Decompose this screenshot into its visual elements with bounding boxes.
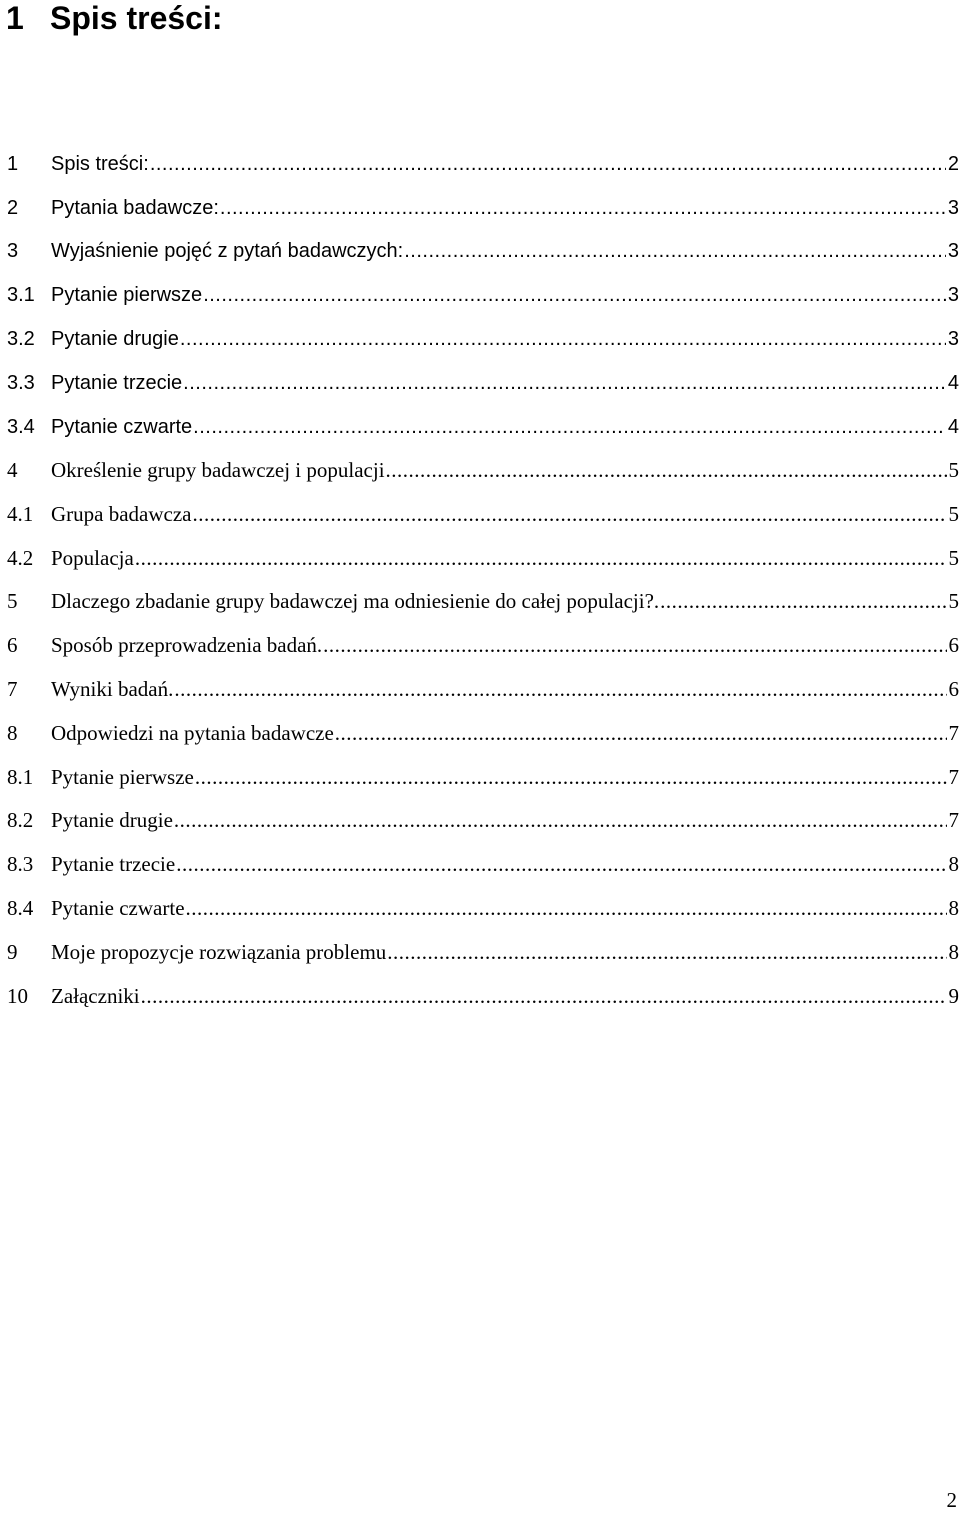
toc-entry-title[interactable]: Pytanie drugie — [51, 808, 173, 833]
toc-entry-number: 9 — [7, 939, 18, 964]
toc-entry[interactable] — [7, 449, 960, 493]
toc-entry-number: 3.1 — [7, 284, 35, 307]
toc-entry[interactable] — [7, 317, 960, 361]
toc-entry-number: 4 — [7, 457, 18, 482]
heading-title: Spis treści: — [50, 0, 223, 36]
toc-entry-number: 4.1 — [7, 501, 34, 526]
toc-entry[interactable] — [7, 361, 960, 405]
toc-entry-number: 6 — [7, 633, 18, 658]
toc-entry-page: 5 — [948, 589, 959, 614]
toc-entry-number: 2 — [7, 196, 19, 219]
toc-entry-title[interactable]: Grupa badawcza — [51, 501, 192, 526]
toc-dot-leader — [660, 591, 946, 612]
toc-entry-page: 4 — [947, 415, 959, 438]
toc-entry-title[interactable]: Pytanie trzecie — [51, 852, 176, 877]
toc-entry-page: 6 — [948, 633, 959, 658]
toc-entry-title[interactable]: Odpowiedzi na pytania badawcze — [51, 720, 334, 745]
toc-entry-page: 7 — [948, 808, 959, 833]
toc-dot-leader — [180, 329, 946, 349]
toc-dot-leader — [404, 241, 946, 261]
toc-entry-title[interactable]: Pytanie czwarte — [51, 415, 193, 438]
toc-entry-page: 7 — [948, 764, 959, 789]
toc-entry-title[interactable]: Pytanie czwarte — [51, 895, 185, 920]
toc-entry-number: 8.2 — [7, 808, 34, 833]
toc-dot-leader — [323, 635, 946, 656]
toc-entry-title[interactable]: Pytanie drugie — [51, 328, 179, 351]
toc-dot-leader — [141, 986, 947, 1007]
toc-dot-leader — [220, 198, 946, 218]
toc-entry[interactable] — [7, 668, 960, 712]
toc-entry-page: 8 — [948, 895, 959, 920]
toc-entry[interactable] — [7, 974, 960, 1018]
heading-number: 1 — [6, 0, 24, 36]
toc-entry-page: 7 — [948, 720, 959, 745]
toc-entry[interactable] — [7, 142, 960, 186]
toc-entry-number: 3.2 — [7, 328, 35, 351]
toc-entry-number: 3.4 — [7, 415, 35, 438]
toc-entry-number: 10 — [7, 983, 28, 1008]
page-number: 2 — [946, 1488, 957, 1512]
toc-entry[interactable] — [7, 492, 960, 536]
toc-entry-number: 7 — [7, 676, 18, 701]
toc-entry-page: 8 — [948, 939, 959, 964]
toc-entry-title[interactable]: Określenie grupy badawczej i populacji — [51, 457, 385, 482]
toc-entry-number: 3.3 — [7, 371, 35, 394]
table-of-contents — [7, 142, 960, 1018]
toc-entry-page: 3 — [947, 328, 959, 351]
toc-entry[interactable] — [7, 536, 960, 580]
toc-entry[interactable] — [7, 755, 960, 799]
toc-dot-leader — [174, 810, 947, 831]
toc-dot-leader — [183, 373, 946, 393]
toc-entry-title[interactable]: Populacja — [51, 545, 134, 570]
toc-entry[interactable] — [7, 230, 960, 274]
toc-entry-page: 3 — [947, 240, 959, 263]
toc-entry-title[interactable]: Dlaczego zbadanie grupy badawczej ma odniesienie do całej populacji?. — [51, 589, 660, 614]
toc-entry-page: 2 — [947, 152, 959, 175]
toc-entry[interactable] — [7, 624, 960, 668]
toc-entry[interactable] — [7, 186, 960, 230]
toc-dot-leader — [186, 898, 947, 919]
toc-entry-title[interactable]: Pytanie pierwsze — [51, 764, 194, 789]
toc-entry-number: 8.3 — [7, 852, 34, 877]
toc-entry-page: 6 — [948, 676, 959, 701]
toc-entry-page: 8 — [948, 852, 959, 877]
toc-dot-leader — [174, 679, 946, 700]
toc-entry[interactable] — [7, 711, 960, 755]
toc-entry[interactable] — [7, 799, 960, 843]
toc-dot-leader — [203, 285, 946, 305]
toc-dot-leader — [135, 548, 947, 569]
toc-entry[interactable] — [7, 930, 960, 974]
toc-dot-leader — [193, 417, 946, 437]
toc-dot-leader — [150, 154, 946, 174]
toc-entry-page: 3 — [947, 284, 959, 307]
toc-entry-page: 5 — [948, 457, 959, 482]
toc-dot-leader — [387, 942, 946, 963]
toc-entry-title[interactable]: Pytania badawcze: — [51, 196, 219, 219]
toc-dot-leader — [195, 767, 947, 788]
toc-entry-title[interactable]: Sposób przeprowadzenia badań. — [51, 633, 323, 658]
toc-entry-title[interactable]: Pytanie trzecie — [51, 371, 183, 394]
toc-entry-number: 4.2 — [7, 545, 34, 570]
toc-heading — [6, 0, 223, 40]
toc-entry-number: 8.4 — [7, 895, 34, 920]
toc-entry-number: 8 — [7, 720, 18, 745]
toc-entry-page: 9 — [948, 983, 959, 1008]
toc-dot-leader — [176, 854, 946, 875]
toc-entry-title[interactable]: Pytanie pierwsze — [51, 284, 203, 307]
toc-entry[interactable] — [7, 580, 960, 624]
toc-dot-leader — [386, 460, 947, 481]
toc-entry-number: 3 — [7, 240, 19, 263]
toc-entry-number: 8.1 — [7, 764, 34, 789]
toc-entry-page: 3 — [947, 196, 959, 219]
toc-entry-title[interactable]: Moje propozycje rozwiązania problemu — [51, 939, 387, 964]
toc-entry-title[interactable]: Wyniki badań. — [51, 676, 174, 701]
toc-entry-number: 1 — [7, 152, 19, 175]
toc-entry-page: 5 — [948, 545, 959, 570]
toc-entry[interactable] — [7, 843, 960, 887]
toc-entry-title[interactable]: Załączniki — [51, 983, 140, 1008]
toc-entry[interactable] — [7, 273, 960, 317]
toc-entry[interactable] — [7, 887, 960, 931]
toc-dot-leader — [335, 723, 947, 744]
toc-entry-title[interactable]: Wyjaśnienie pojęć z pytań badawczych: — [51, 240, 404, 263]
toc-entry-page: 4 — [947, 371, 959, 394]
toc-entry-title[interactable]: Spis treści: — [51, 152, 149, 175]
toc-dot-leader — [193, 504, 947, 525]
toc-entry-number: 5 — [7, 589, 18, 614]
toc-entry-page: 5 — [948, 501, 959, 526]
toc-entry[interactable] — [7, 405, 960, 449]
